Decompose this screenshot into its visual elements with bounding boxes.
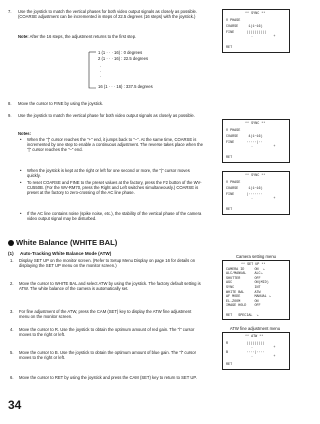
note-text: After the 16 steps, the adjustment returns to the first step. <box>28 34 137 39</box>
fine-row: FINE |······· <box>226 193 263 197</box>
atw-fine-menu-screen <box>222 332 290 370</box>
r-gain-row: R ||||||||| <box>226 342 265 346</box>
step-9-number: 9. <box>8 113 12 118</box>
step-8-number: 8. <box>8 101 12 106</box>
setup-menu-row: WHITE BAL ATW <box>226 290 261 295</box>
diagram-line-3: 16 (1 · · · 16) : 337.5 degrees <box>98 84 153 89</box>
diagram-dots-2: · <box>100 69 102 74</box>
sync-menu-screen-3 <box>222 171 290 215</box>
subsection-title: Auto-Tracking White Balance Mode (ATW) <box>20 251 112 256</box>
note-2: When the joystick is kept at the right or left for one second or more, the "|" cursor moves quickly. <box>27 168 191 179</box>
vphase-label: V PHASE <box>226 129 241 133</box>
coarse-step-diagram <box>86 44 196 94</box>
setup-menu-row: EL-ZOOM ON <box>226 299 259 304</box>
atw-step-3-number: 3. <box>10 309 14 314</box>
setup-menu-screen <box>222 260 290 320</box>
atw-step-4-text: Move the cursor to R. Use the joystick to obtain the optimum amount of red gain. The "l" cursor moves to the right or left. <box>19 327 196 338</box>
atw-step-4-number: 4. <box>10 327 14 332</box>
setup-menu-row: IMAGE HOLD OFF <box>226 304 261 309</box>
note-1: When the "|" cursor reaches the "+" end, it jumps back to "–". At the same time, COARSE is incremented by one step to enable a continuous adjustment. The reverse takes place when the "|" cursor reaches the "–" end. <box>27 137 205 153</box>
note-4: If the AC line contains noise (spike noise, etc.), the stability of the vertical phase of the camera video output signal may be disturbed. <box>27 211 203 222</box>
step-7-note <box>18 34 200 39</box>
sync-menu-screen-1 <box>222 9 290 53</box>
diagram-dots-3: · <box>100 74 102 79</box>
b-scale: - + <box>251 355 276 359</box>
setup-menu-row: RET SPECIAL ↘ <box>226 313 259 318</box>
diagram-line-1: 1 (1 · · · 16) : 0 degrees <box>98 50 143 55</box>
step-8-text: Move the cursor to FINE by using the joystick. <box>18 101 104 106</box>
setup-menu-row: SHUTTER OFF <box>226 276 261 281</box>
setup-menu-row: ALC/MANUAL ALC↘ <box>226 272 263 277</box>
setup-menu-row: ** SET UP ** <box>241 263 266 267</box>
diagram-line-2: 2 (1 · · · 16) : 22.5 degrees <box>98 56 149 61</box>
screen-title: ** ATW ** <box>245 335 264 339</box>
setup-menu-row: AGC ON(MID) <box>226 281 269 286</box>
notes-label: Notes: <box>18 131 32 136</box>
diagram-dots-1: · <box>100 64 102 69</box>
setup-menu-row: AF MODE MANUAL ↘ <box>226 295 271 300</box>
fine-scale: - + <box>251 145 276 149</box>
atw-step-3-text: For fine adjustment of the ATW, press the CAM (SET) key to display the ATW fine adjustment menu on the monitor screen. <box>19 309 193 320</box>
screen-title: ** SYNC ** <box>245 122 266 126</box>
atw-step-1-text: Display SET UP on the monitor screen. (Refer to Setup Menu Display on page 16 for details on displaying the SET UP menu on the monitor screen.) <box>19 258 197 269</box>
b-gain-row: B ····|···· <box>226 351 265 355</box>
vphase-label: V PHASE <box>226 19 241 23</box>
coarse-row: COARSE 1(1~16) <box>226 25 263 29</box>
fine-scale: - + <box>251 197 276 201</box>
note-3: To reset COARSE and FINE to the preset values at the factory, press the F2 button of the WV-CU550B. (For the WV-RM70, press the Right and Left switches simultaneously.) COARSE is preset at the factory to zero-crossing of the AC line phase. <box>27 180 202 196</box>
ret-label: RET <box>226 363 233 367</box>
note-label: Note: <box>18 34 29 39</box>
ret-label: RET <box>226 46 233 50</box>
bullet-1: • <box>20 137 22 142</box>
step-9-text: Use the joystick to match the vertical phase for both video output signals as closely as possible. <box>18 113 195 118</box>
vphase-label: V PHASE <box>226 181 241 185</box>
bullet-4: • <box>20 211 22 216</box>
section-title: White Balance (WHITE BAL) <box>16 238 118 247</box>
fine-row: FINE ·····|·· <box>226 141 263 145</box>
atw-step-2-number: 2. <box>10 281 14 286</box>
fine-scale: - + <box>251 35 276 39</box>
atw-step-6-text: Move the cursor to RET by using the joystick and press the CAM (SET) key to return to SET UP. <box>19 375 197 380</box>
coarse-row: COARSE 1(1~16) <box>226 187 263 191</box>
atw-step-2-text: Move the cursor to WHITE BAL and select ATW by using the joystick. The factory default setting is ATW. The white balance of the camera is automatically set. <box>19 281 202 292</box>
bullet-3: • <box>20 180 22 185</box>
atw-step-5-number: 5. <box>10 350 14 355</box>
screen-title: ** SYNC ** <box>245 174 266 178</box>
subsection-number: (1) <box>8 251 14 256</box>
step-7-number: 7. <box>8 9 12 14</box>
setup-menu-row: SYNC INT <box>226 286 261 290</box>
screen-title: ** SYNC ** <box>245 12 266 16</box>
coarse-row: COARSE 4(1~16) <box>226 135 263 139</box>
setup-menu-caption: Camera setting menu <box>235 254 277 259</box>
atw-step-5-text: Move the cursor to B. Use the joystick to obtain the optimum amount of blue gain. The "l" cursor moves to the right or left. <box>19 350 198 361</box>
ret-label: RET <box>226 156 233 160</box>
section-heading <box>8 238 117 247</box>
ret-label: RET <box>226 208 233 212</box>
setup-menu-row: CAMERA ID ON ↘ <box>226 267 265 272</box>
bullet-2: • <box>20 168 22 173</box>
atw-step-1-number: 1. <box>10 258 14 263</box>
page-number: 34 <box>8 398 22 412</box>
step-7-text: Use the joystick to match the vertical phases for both video output signals as closely as possible. (COARSE adjustment can be incremented in steps of 22.5 degrees (16 steps) with the joystick.) <box>18 9 199 20</box>
sync-menu-screen-2 <box>222 119 290 163</box>
r-scale: - + <box>251 346 276 350</box>
atw-menu-caption: ATW fine adjustment menu <box>229 326 281 331</box>
atw-step-6-number: 6. <box>10 375 14 380</box>
fine-row: FINE |||||||||| <box>226 31 267 35</box>
black-circle-bullet-icon <box>8 240 14 246</box>
